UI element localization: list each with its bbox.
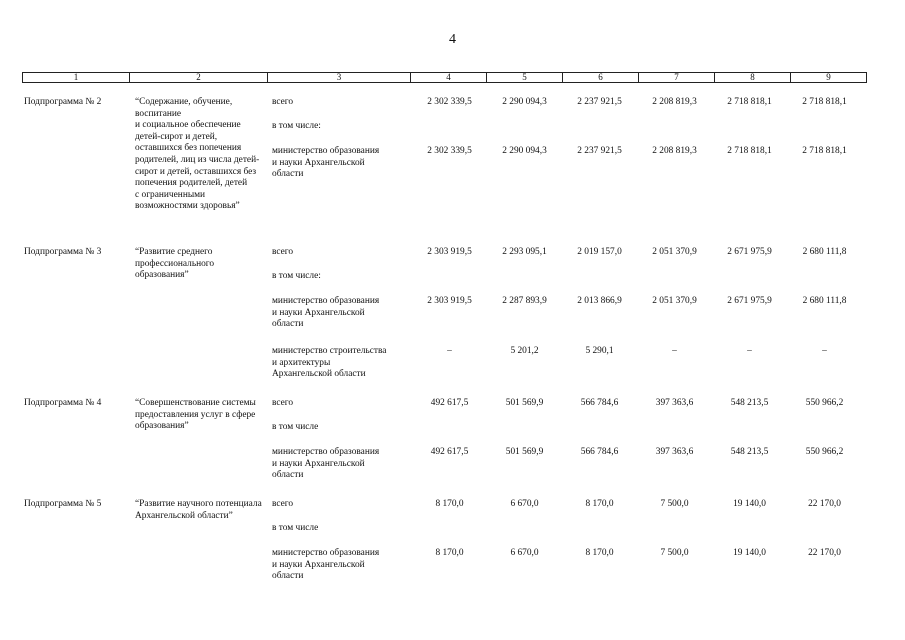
subprogram-name: “Развитие научного потенциала Архангельской области”	[135, 499, 262, 521]
amount-value: 397 363,6	[655, 398, 694, 408]
amount-value: 2 019 157,0	[577, 247, 622, 257]
col-header-1: 1	[23, 73, 130, 83]
amount-value: 2 290 094,3	[502, 146, 547, 156]
amount-value: 7 500,0	[660, 548, 689, 558]
amount-value: 22 170,0	[808, 548, 841, 558]
amount-value: 550 966,2	[805, 447, 844, 457]
funding-source-label: всего	[272, 398, 294, 408]
funding-source-label: министерство образования и науки Архангельской области	[272, 146, 380, 180]
col-header-7: 7	[639, 73, 715, 83]
amount-value: 8 170,0	[585, 548, 614, 558]
funding-source-label: всего	[272, 499, 294, 509]
amount-value: 6 670,0	[510, 499, 539, 509]
subprogram-label: Подпрограмма № 3	[24, 247, 102, 257]
funding-source-label: в том числе:	[272, 271, 321, 281]
funding-source-label: министерство строительства и архитектуры Архангельской области	[272, 346, 387, 380]
amount-value: 2 237 921,5	[577, 97, 622, 107]
amount-value: 550 966,2	[805, 398, 844, 408]
amount-value: 566 784,6	[580, 398, 619, 408]
amount-value: 2 718 818,1	[802, 146, 847, 156]
col-header-8: 8	[715, 73, 791, 83]
column-number-header	[22, 72, 867, 83]
amount-value: 6 670,0	[510, 548, 539, 558]
funding-source-label: министерство образования и науки Архангельской области	[272, 447, 380, 481]
amount-value: 501 569,9	[505, 447, 544, 457]
amount-value: –	[747, 346, 752, 356]
col-header-9: 9	[791, 73, 867, 83]
amount-value: 501 569,9	[505, 398, 544, 408]
amount-value: 2 302 339,5	[427, 146, 472, 156]
amount-value: 19 140,0	[733, 548, 766, 558]
subprogram-label: Подпрограмма № 5	[24, 499, 102, 509]
amount-value: 2 718 818,1	[727, 146, 772, 156]
funding-source-label: в том числе:	[272, 121, 321, 131]
page-number: 4	[449, 32, 456, 47]
amount-value: 2 680 111,8	[802, 247, 847, 257]
col-header-3: 3	[268, 73, 411, 83]
funding-source-label: в том числе	[272, 422, 319, 432]
amount-value: 2 718 818,1	[802, 97, 847, 107]
amount-value: 566 784,6	[580, 447, 619, 457]
col-header-2: 2	[130, 73, 268, 83]
subprogram-name: “Содержание, обучение, воспитание и социальное обеспечение детей-сирот и детей, оставшихся без попечения родителей, лиц из числа детей-сирот и детей, оставшихся без попечения родителей, детей с ограниченными возможностями здоровья”	[135, 97, 260, 212]
col-header-6: 6	[563, 73, 639, 83]
amount-value: 22 170,0	[808, 499, 841, 509]
amount-value: 2 287 893,9	[502, 296, 547, 306]
amount-value: 397 363,6	[655, 447, 694, 457]
subprogram-name: “Развитие среднего профессионального образования”	[135, 247, 215, 281]
amount-value: 2 671 975,9	[727, 296, 772, 306]
amount-value: 5 201,2	[510, 346, 539, 356]
amount-value: 2 013 866,9	[577, 296, 622, 306]
amount-value: 2 208 819,3	[652, 146, 697, 156]
subprogram-name: “Совершенствование системы предоставления услуг в сфере образования”	[135, 398, 256, 432]
amount-value: 2 051 370,9	[652, 247, 697, 257]
amount-value: 548 213,5	[730, 447, 769, 457]
amount-value: 2 671 975,9	[727, 247, 772, 257]
amount-value: 2 208 819,3	[652, 97, 697, 107]
amount-value: –	[672, 346, 677, 356]
funding-source-label: всего	[272, 247, 294, 257]
amount-value: 8 170,0	[585, 499, 614, 509]
amount-value: 2 303 919,5	[427, 296, 472, 306]
amount-value: 5 290,1	[585, 346, 614, 356]
amount-value: 8 170,0	[435, 499, 464, 509]
amount-value: –	[447, 346, 452, 356]
amount-value: 492 617,5	[430, 447, 469, 457]
amount-value: 2 680 111,8	[802, 296, 847, 306]
col-header-5: 5	[487, 73, 563, 83]
amount-value: –	[822, 346, 827, 356]
amount-value: 2 302 339,5	[427, 97, 472, 107]
amount-value: 2 718 818,1	[727, 97, 772, 107]
funding-source-label: всего	[272, 97, 294, 107]
funding-source-label: в том числе	[272, 523, 319, 533]
subprogram-label: Подпрограмма № 2	[24, 97, 102, 107]
amount-value: 8 170,0	[435, 548, 464, 558]
amount-value: 548 213,5	[730, 398, 769, 408]
amount-value: 492 617,5	[430, 398, 469, 408]
amount-value: 7 500,0	[660, 499, 689, 509]
amount-value: 19 140,0	[733, 499, 766, 509]
funding-source-label: министерство образования и науки Архангельской области	[272, 296, 380, 330]
subprogram-label: Подпрограмма № 4	[24, 398, 102, 408]
col-header-4: 4	[411, 73, 487, 83]
amount-value: 2 051 370,9	[652, 296, 697, 306]
amount-value: 2 290 094,3	[502, 97, 547, 107]
amount-value: 2 293 095,1	[502, 247, 547, 257]
amount-value: 2 237 921,5	[577, 146, 622, 156]
amount-value: 2 303 919,5	[427, 247, 472, 257]
funding-source-label: министерство образования и науки Архангельской области	[272, 548, 380, 582]
